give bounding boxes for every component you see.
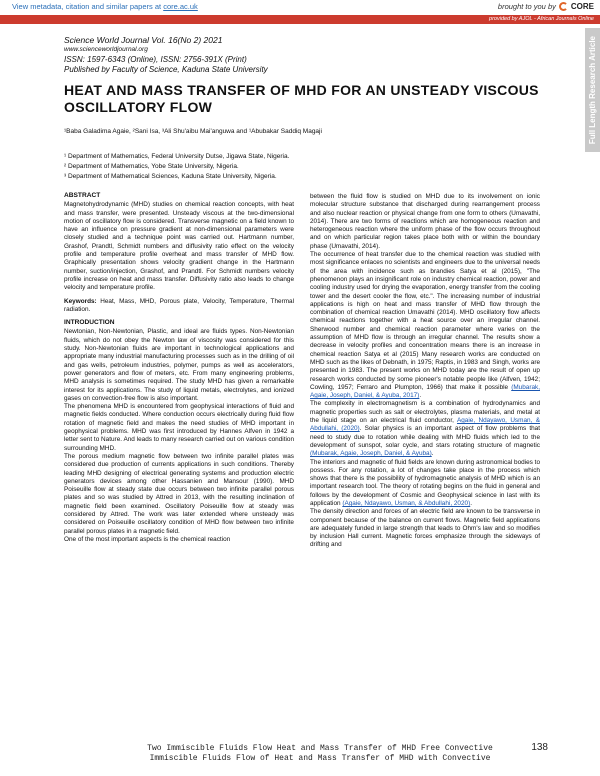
- keywords: [64, 298, 294, 315]
- affiliation-1: ¹ Department of Mathematics, Federal University Dutse, Jigawa State, Nigeria.: [64, 153, 290, 160]
- right-paragraph-2: The occurrence of heat transfer due to the chemical reaction was studied with most significance enlaces no scientists and engineers due to the universal needs of the area with incidence such as brandies Satya et al (2015), "The phenomenon plays an insignificant role on industry chemical reaction, power and cooling industry used for drying the evaporation, energy transfer from the cooling tower and the desert cooler the flow, etc.". The increasing number of industrial applications is high on heat and mass transfer of MHD flow through the combination of chemical reaction Umavathi (2014). MHD oscillatory flow affects chemical reactions together with a heat source over an irregular channel. Sherwood number and chemical reaction parameter where varies on the assumption of MHD flow is through an irregular channel. The results show a decrease in velocity profiles and concentration means there is an increase in chemical reaction Satya et al (2015) Many research works are conducted on MHD such as the likes of Debnath, in 1975; Raptis, in 1983 and Singh, works are presented in 1983. The present works on MHD today are the result of open up research works conducted by some pioneer's notable people like (Alfven, 1942; Cowling, 1957; Ferraro and Plumpton, 1966) that make it possible (Mubarak, Agaie, Joseph, Daniel, & Ayuba, 2017).: [310, 251, 540, 400]
- affiliation-2: ² Department of Mathematics, Yobe State University, Nigeria.: [64, 163, 239, 170]
- intro-paragraph-1: Newtonian, Non-Newtonian, Plastic, and ideal are fluids types. Non-Newtonian fluids, which do not obey the Newton law of viscosity was considered for this study. Non-Newtonian fluids are important in technological applications and appropriate many industrial manufacturing processes such as in the drilling of oil and gas wells, petroleum industries, polymer, pumps as well as accelerators, power generators and flow of meters, etc. From many engineering problems, MHD analysis is sometimes required. The study MHD has given a remarkable interest for its applications. The study of liquid metals, electrolytes, and ionized gases on convection-free flow is also important.: [64, 328, 294, 402]
- intro-paragraph-2: The phenomena MHD is encountered from geophysical interactions of fluid and magnetic fields conducted. Where conduction occurs electrically during fluid flow rotation of magnetic field and makes the need studies of MHD important in geophysical problems. MHD was first introduced by Hannes Alfven in 1942 a letter sent to Nature. And leads to many research carried out on various condition surrounding MHD.: [64, 403, 294, 452]
- journal-issn: ISSN: 1597-6343 (Online), ISSN: 2756-391X (Print): [64, 55, 247, 64]
- article-type-label: Full Length Research Article: [588, 35, 597, 145]
- abstract-heading: ABSTRACT: [64, 192, 101, 199]
- brought-by: [498, 2, 594, 11]
- metadata-text: View metadata, citation and similar papers at: [12, 2, 164, 11]
- provider-bar: [0, 15, 600, 24]
- punct: .: [470, 499, 473, 507]
- journal-publisher: Published by Faculty of Science, Kaduna State University: [64, 65, 268, 74]
- abstract-text: Magnetohydrodynamic (MHD) studies on chemical reaction concepts, with heat and mass transfer, were presented. Unsteady viscous at the two-dimensional motion of oscillatory flow is considered. Transverse magnetic on a field known to have an influence on pressure gradient at non-dimensional parameters were closely studied and a technique point was carried out. Hartmann number, Grashof, Prandtl, Schmidt numbers and diffusivity ratio effect on the velocity profile and temperature profile overheat and mass transfer of MHD flow. Graphically presentation shows velocity gradient change in the Hartmann number, suction/injection, Grashof, and Prandtl. For Schmidt numbers velocity profile increase on heat and mass transfer. Diffusivity ratio also leads to change velocity and temperature profile.: [64, 201, 294, 292]
- right-paragraph-3-text: The complexity in electromagnetism is a combination of hydrodynamics and magnetic properties such as salt or electrolytes, plasma materials, and metal at the liquid stage on an electrical fluid conductor,: [310, 400, 540, 425]
- left-column: [64, 192, 294, 544]
- affiliation-3: ³ Department of Mathematical Sciences, Kaduna State University, Nigeria.: [64, 173, 277, 180]
- punct: .: [431, 450, 434, 458]
- brought-by-text: brought to you by: [497, 2, 556, 11]
- journal-title: Science World Journal Vol. 16(No 2) 2021: [64, 35, 223, 45]
- right-column: [310, 193, 540, 550]
- footer-line-1: Two Immiscible Fluids Flow Heat and Mass Transfer of MHD Free Convective: [147, 744, 493, 753]
- intro-heading: INTRODUCTION: [64, 319, 115, 327]
- core-label[interactable]: CORE: [570, 2, 594, 11]
- right-paragraph-2-text: The occurrence of heat transfer due to the chemical reaction was studied with most significance enlaces no scientists and engineers due to the universal needs of the area with incidence such as brandies Satya et al (2015), "The phenomenon plays an insignificant role on industry chemical reaction, power and cooling industry used for drying the evaporation, energy transfer from the cooling tower and the desert cooler the flow, etc.". The increasing number of industrial applications is high on heat and mass transfer of MHD flow through the combination of chemical reaction Umavathi (2014). MHD oscillatory flow affects chemical reactions together with a heat source over an irregular channel. Sherwood number and chemical reaction parameter where varies on the assumption of MHD flow is through an irregular channel. The results show a decrease in velocity profiles and concentration means there is an increase in chemical reaction Satya et al (2015) Many research works are conducted on MHD such as the likes of Debnath, in 1975; Raptis, in 1983 and Singh, works are presented in 1983. The present works on MHD today are the result of open up research works conducted by some pioneer's notable people like (Alfven, 1942; Cowling, 1957; Ferraro and Plumpton, 1966) that make it possible: [310, 251, 540, 391]
- intro-paragraph-3: The porous medium magnetic flow between two infinite parallel plates was considered due production of currents applications in such conditions. Thereby leading MHD designing of electrical generating systems and production electric generators devices among other Hassanien and Mansour (1990). MHD Poiseuille flow at steady state due occurs between two infinite parallel porous plates and so was studied by Attred in 2013, with the resulting inclination of magnetic field been examined. Oscillatory Poiseuille flow at steady was considered by Attred. The work was later extended where unsteady was considered on Poiseuille oscillatory condition of MHD flow between two infinite parallel porous plates in a magnetic field.: [64, 452, 294, 535]
- affiliations: [64, 152, 289, 182]
- journal-info: [64, 35, 268, 75]
- citation-link[interactable]: Agaie, Ndayawo, Usman, & Abdullahi, (2020): [310, 417, 540, 433]
- citation-link[interactable]: (Agaie, Ndayawo, Usman, & Abdullahi, 2020): [342, 499, 471, 507]
- footer-line-2: Immiscible Fluids Flow of Heat and Mass Transfer of MHD with Convective: [149, 754, 491, 763]
- intro-paragraph-4: One of the most important aspects is the chemical reaction: [64, 535, 231, 543]
- core-logo-icon: [559, 2, 568, 11]
- paper-authors: ¹Baba Galadima Agaie, ²Sani Isa, ³Ali Shu'aibu Mai'anguwa and ¹Abubakar Saddiq Magaji: [64, 128, 322, 135]
- metadata-notice: [12, 2, 198, 11]
- keywords-label: Keywords:: [64, 297, 97, 305]
- page-number: 138: [531, 742, 548, 753]
- core-link[interactable]: core.ac.uk: [163, 2, 198, 11]
- right-paragraph-1: between the fluid flow is studied on MHD due to its involvement on ionic molecular structure substance that discharged during rearrangement process and also nuclear reaction or physical change from one form to others (Umavathi, 2014). There are two forms of reactions which are homogeneous reaction and heterogeneous reaction where the uniform phase of the flow occurs throughout and on which particular region takes place both with or within the boundary phase (Umavathi, 2014).: [310, 193, 540, 250]
- citation-link[interactable]: (Mubarak, Agaie, Joseph, Daniel, & Ayuba): [310, 450, 432, 458]
- core-banner: [0, 0, 600, 13]
- right-paragraph-4: [310, 459, 540, 509]
- right-paragraph-3-text-b: . Solar physics is an important aspect of flow problems that need to study due to rotation while dealing with MHD fluids which led to the development of sunspot, solar cycle, and stars rotating structure of magnetic: [310, 425, 540, 449]
- provided-by-text: provided by AJOL - African Journals Online: [489, 16, 594, 22]
- paper-title: HEAT AND MASS TRANSFER OF MHD FOR AN UNSTEADY VISCOUS OSCILLATORY FLOW: [64, 82, 539, 115]
- article-type-tab: [585, 28, 600, 152]
- journal-website: www.scienceworldjournal.org: [64, 46, 148, 53]
- right-paragraph-5: The density direction and forces of an electric field are known to be transverse in component because of the balance on current flows. Magnetic field applications are adequately funded in large strength that leads to Ohm's law and so modifies by inclusion Hall current. Magnetic forces emphasize through the sideways of drifting and: [310, 508, 540, 549]
- citation-link[interactable]: (Mubarak, Agaie, Joseph, Daniel, & Ayuba, 2017): [310, 383, 540, 400]
- right-paragraph-4-text: The interiors and magnetic of fluid fields are known during astronomical bodies to possess. For any rotation, a lot of changes take place in the process which shows that there is the possibility of hydromagnetic analysis of MHD which is an important research tool. The theory of rotating begins on the fluid in general and follows by the development of Cosmic and Geophysical science in last with its application: [310, 458, 540, 507]
- running-footer: [100, 744, 540, 764]
- right-paragraph-3: [310, 400, 540, 458]
- keywords-list: Heat, Mass, MHD, Porous plate, Velocity, Temperature, Thermal radiation.: [64, 297, 294, 313]
